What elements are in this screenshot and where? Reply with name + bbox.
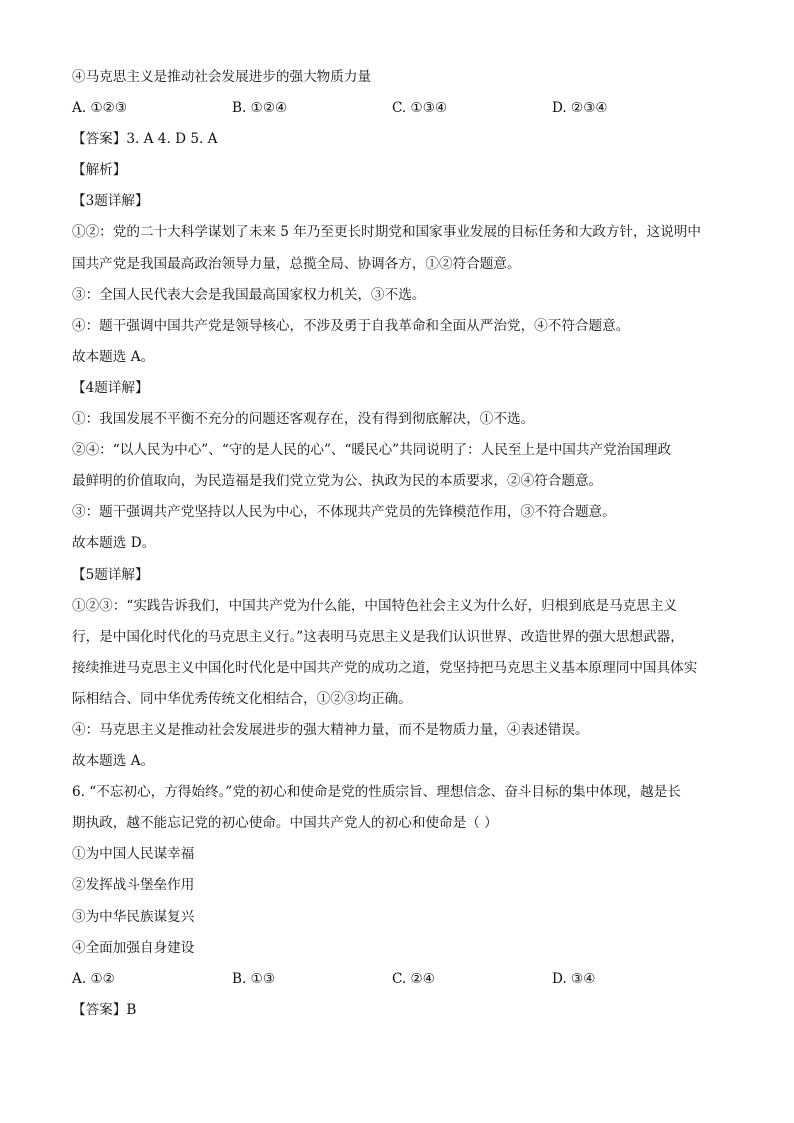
choice-a: A. ①②③ [72,100,128,117]
text-line: ②④：“以人民为中心”、“守的是人民的心”、“暖民心”共同说明了：人民至上是中国共产党治国理政 [72,442,672,459]
choice-a: A. ①② [72,970,115,987]
q5-heading: 【5题详解】 [72,566,149,583]
answer-line: 【答案】3. A 4. D 5. A [72,131,218,148]
text-line: ④：题干强调中国共产党是领导核心，不涉及勇于自我革命和全面从严治党，④不符合题意。 [72,317,630,334]
choice-c: C. ①③④ [392,100,448,117]
text-line: ①：我国发展不平衡不充分的问题还客观存在，没有得到彻底解决，①不选。 [72,411,535,428]
text-line: ①②③：“实践告诉我们，中国共产党为什么能，中国特色社会主义为什么好，归根到底是马克思主义 [72,597,678,614]
question-6-line: 期执政，越不能忘记党的初心使命。中国共产党人的初心和使命是（ ） [72,815,498,832]
choices-row-q6 [72,964,732,995]
choice-d: D. ③④ [552,970,596,987]
text-line: 行，是中国化时代化的马克思主义行。”这表明马克思主义是我们认识世界、改造世界的强大思想武器， [72,628,684,645]
analysis-heading: 【解析】 [72,162,127,179]
text-line: 故本题选 A。 [72,753,155,770]
text-line: ③：题干强调共产党坚持以人民为中心，不体现共产党员的先锋模范作用，③不符合题意。 [72,504,616,521]
text-line: 最鲜明的价值取向，为民造福是我们党立党为公、执政为民的本质要求，②④符合题意。 [72,473,603,490]
choice-c: C. ②④ [392,970,435,987]
text-line: 际相结合、同中华优秀传统文化相结合，①②③均正确。 [72,690,412,707]
text-line: ④马克思主义是推动社会发展进步的强大物质力量 [72,69,372,85]
question-6-line: 6. “不忘初心，方得始终。”党的初心和使命是党的性质宗旨、理想信念、奋斗目标的集中体现，越是长 [72,784,681,801]
option-line: ①为中国人民谋幸福 [72,846,195,863]
option-line: ③为中华民族谋复兴 [72,908,195,925]
document-page [72,62,732,1026]
text-line: ④：马克思主义是推动社会发展进步的强大精神力量，而不是物质力量，④表述错误。 [72,721,589,738]
choice-b: B. ①②④ [232,100,288,117]
q4-heading: 【4题详解】 [72,379,149,396]
text-line: 故本题选 D。 [72,535,156,552]
option-line: ②发挥战斗堡垒作用 [72,877,195,894]
text-line: 国共产党是我国最高政治领导力量，总揽全局、协调各方，①②符合题意。 [72,255,521,272]
text-line: ③：全国人民代表大会是我国最高国家权力机关，③不选。 [72,286,426,303]
choice-d: D. ②③④ [552,100,608,117]
answer-line: 【答案】B [72,1001,137,1018]
option-line: ④全面加强自身建设 [72,939,195,956]
text-line: 接续推进马克思主义中国化时代化是中国共产党的成功之道，党坚持把马克思主义基本原理同中国具体实 [72,659,698,676]
q3-heading: 【3题详解】 [72,193,149,210]
text-line: ①②：党的二十大科学谋划了未来 5 年乃至更长时期党和国家事业发展的目标任务和大政方针，这说明中 [72,224,702,241]
text-line: 故本题选 A。 [72,348,155,365]
choice-b: B. ①③ [232,970,276,987]
choices-row-q5 [72,93,732,124]
